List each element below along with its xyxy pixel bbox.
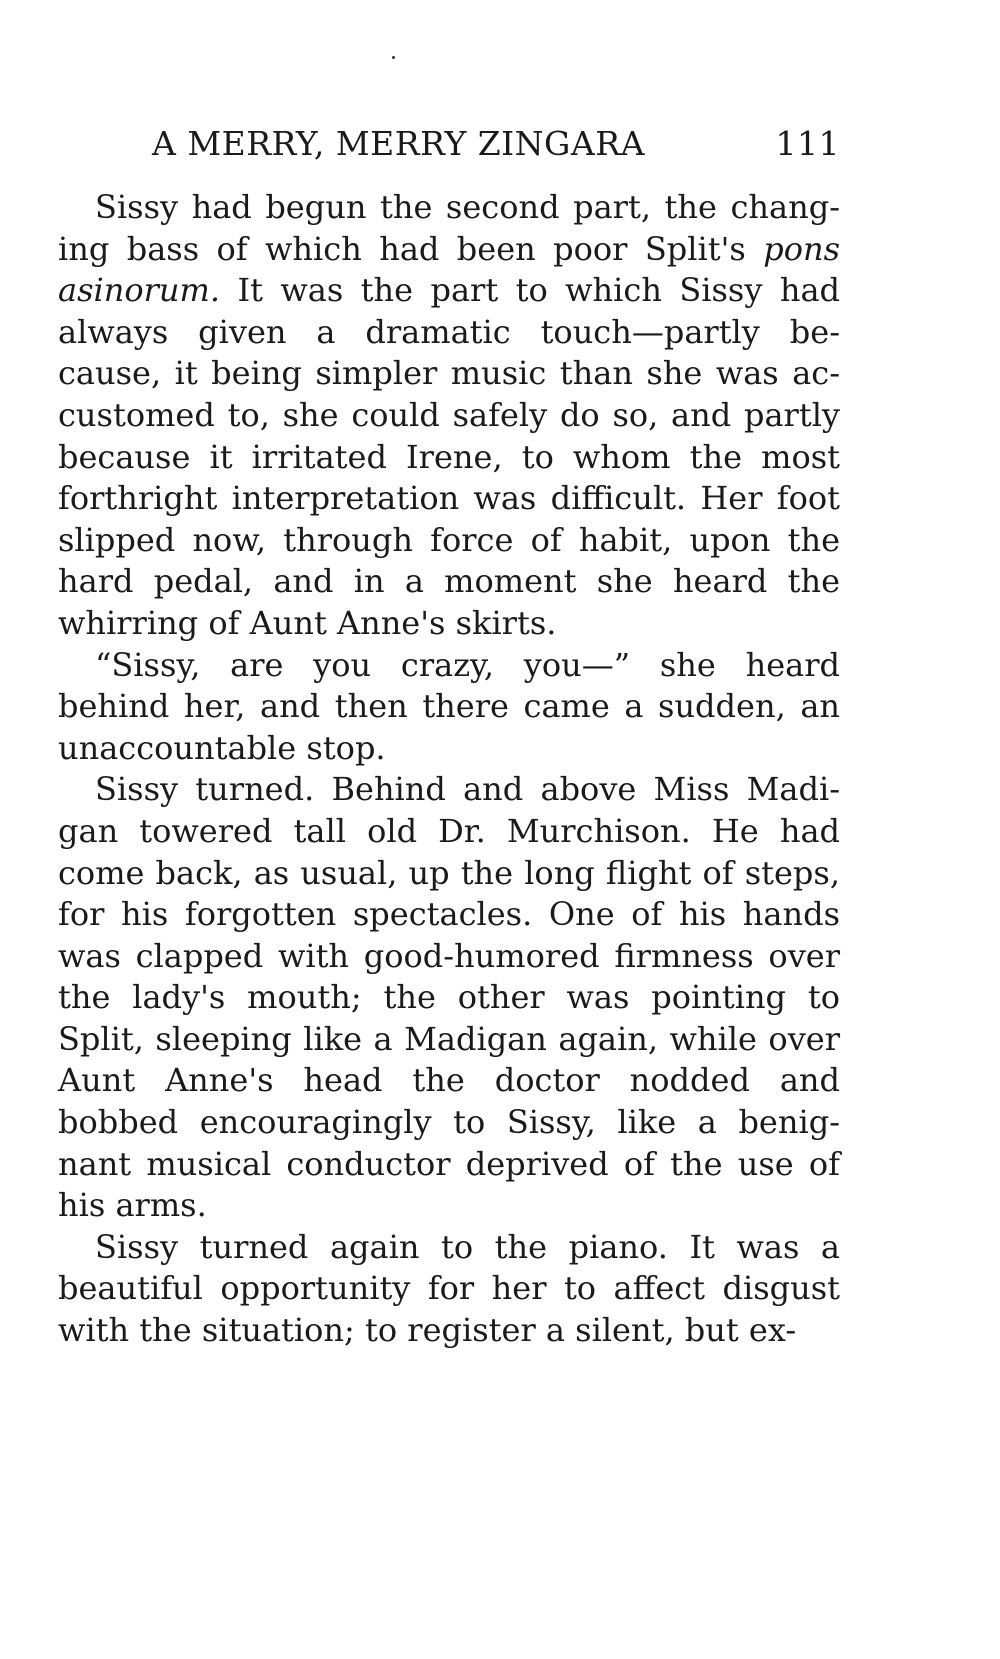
body-text (58, 187, 840, 1352)
page-number: 111 (775, 124, 840, 163)
chapter-title: A MERRY, MERRY ZINGARA (152, 124, 645, 163)
paragraph-3: Sissy turned. Behind and above Miss Madi-gan towered tall old Dr. Murchison. He had come back, as usual, up the long flight of steps, for his forgotten spectacles. One of his hands was clapped with good-humored firmness over the lady's mouth; the other was pointing to Split, sleeping like a Madigan again, while over Aunt Anne's head the doctor nodded and bobbed encouragingly to Sissy, like a benig-nant musical conductor deprived of the use of his arms. (58, 770, 840, 1225)
paragraph-1-text-b: It was the part to which Sissy had always given a dramatic touch—partly be-cause, it being simpler music than she was ac-customed to, she could safely do so, and partly because it irritated Irene, to whom the most forthright interpretation was difficult. Her foot slipped now, through force of habit, upon the hard pedal, and in a moment she heard the whirring of Aunt Anne's skirts. (58, 271, 840, 642)
paragraph-2: “Sissy, are you crazy, you—” she heard behind her, and then there came a sudden, an unaccountable stop. (58, 645, 840, 767)
ink-speck (392, 56, 395, 59)
italic-phrase: pons asinorum. (58, 229, 840, 310)
paragraph-4: Sissy turned again to the piano. It was a beautiful opportunity for her to affect disgust with the situation; to register a silent, but ex- (58, 1227, 840, 1350)
paragraph-1 (58, 187, 840, 645)
paragraph-1-text-a: Sissy had begun the second part, the chang-ing bass of which had been poor Split's (58, 188, 840, 268)
